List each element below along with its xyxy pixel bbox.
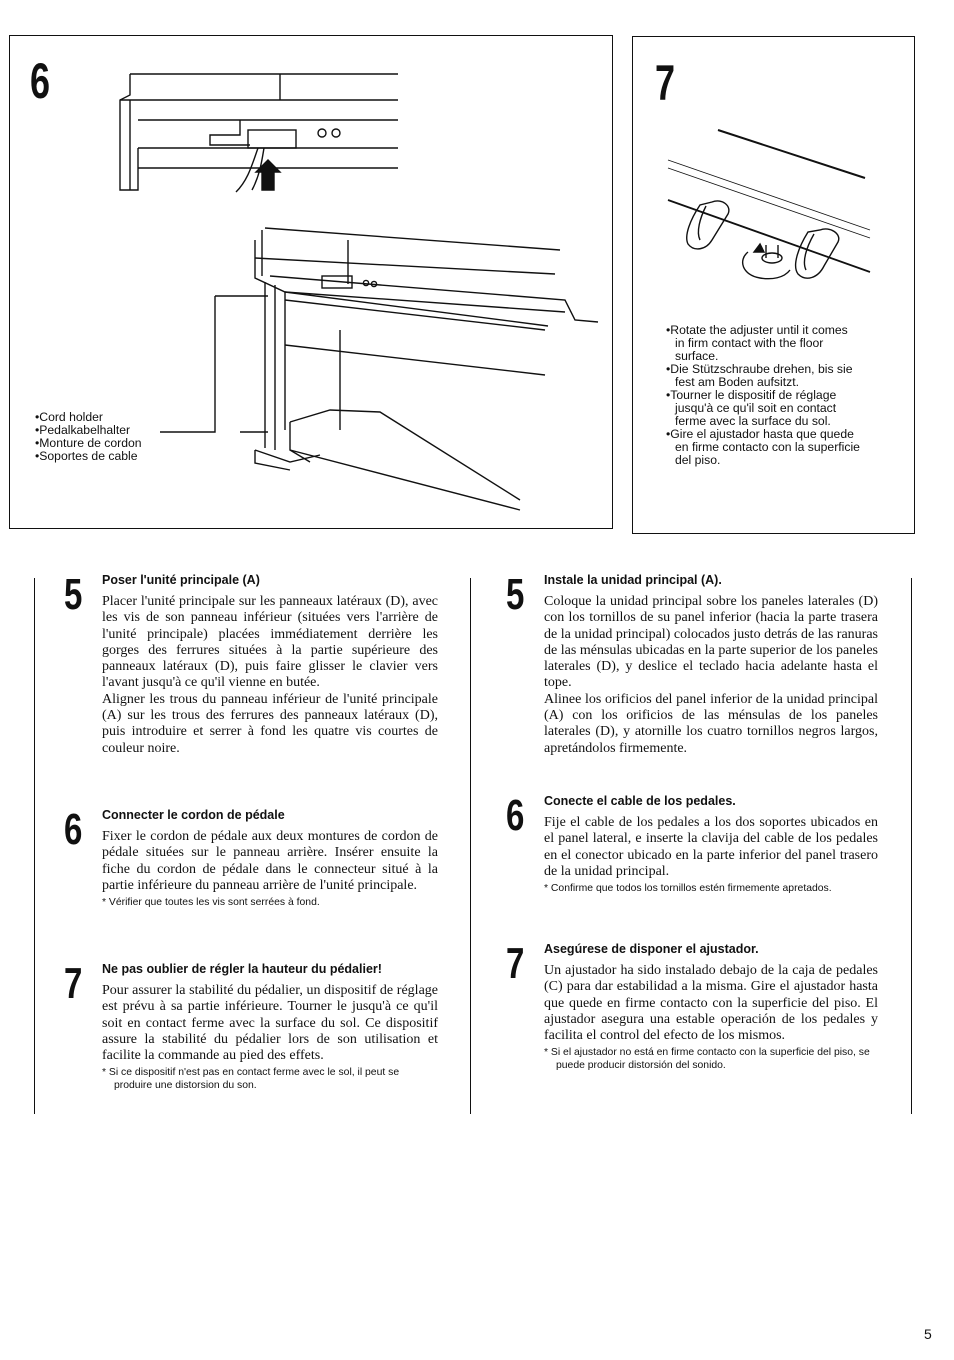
section-paragraph: Alinee los orificios del panel inferior de la unidad principal (A) con los orificios de las ménsulas de los paneles laterales (D), y atornille los cuatro tornillos negros largos, apretándolos firmemente. [544,691,878,756]
step-number: 5 [506,570,525,619]
caption-line: •Gire el ajustador hasta que quede [666,427,854,441]
caption-line: surface. [675,349,719,363]
column-rule-left [34,578,35,1114]
column-rule-middle [470,578,471,1114]
section-title: Ne pas oublier de régler la hauteur du pédalier! [102,962,382,976]
section-note: * Vérifier que toutes les vis sont serrées à fond. [102,897,320,909]
caption-line: •Monture de cordon [35,436,142,450]
section-paragraph: Un ajustador ha sido instalado debajo de la caja de pedales (C) para dar estabilidad a la misma. Gire el ajustador hasta que quede en firme contacto con la superficie del piso. El ajustador asegura una estable operación de los pedales y facilita el control del efecto de los mismos. [544,963,878,1044]
figure-7-number: 7 [655,55,676,111]
step-number: 7 [64,959,83,1008]
step-number: 6 [64,805,83,854]
caption-line: del piso. [675,453,721,467]
section-title: Connecter le cordon de pédale [102,808,285,822]
section-title: Asegúrese de disponer el ajustador. [544,942,759,956]
column-rule-right [911,578,912,1114]
page-number: 5 [924,1326,932,1342]
caption-line: in firm contact with the floor [675,336,824,350]
section-note: * Si el ajustador no está en firme contacto con la superficie del piso, se puede producir distorsión del sonido. [544,1047,870,1071]
section-paragraph: Coloque la unidad principal sobre los paneles laterales (D) con los tornillos de su panel inferior (hacia la parte trasera de la unidad principal) colocados justo detrás de las ranuras de las ménsulas ubicadas en la parte superior de los paneles laterales (D), y deslice el teclado hacia adelante hasta el tope. [544,594,878,691]
section-note: * Si ce dispositif n'est pas en contact ferme avec le sol, il peut se produire une distorsion du son. [102,1067,400,1091]
section-title: Instale la unidad principal (A). [544,573,722,587]
step-number: 7 [506,939,525,988]
caption-line: fest am Boden aufsitzt. [675,375,799,389]
caption-line: •Die Stützschraube drehen, bis sie [666,362,853,376]
step-number: 6 [506,791,525,840]
section-paragraph: Placer l'unité principale sur les panneaux latéraux (D), avec les vis de son panneau inférieur (situées vers l'arrière de l'unité principale) placées immédiatement derrière les gorges des ferrures situées à la partie supérieure des panneaux latéraux (D), puis faire glisser le clavier vers l'avant jusqu'à ce qu'il vienne en butée. [102,594,438,691]
caption-line: ferme avec la surface du sol. [675,414,831,428]
figure-6-number: 6 [30,53,51,109]
section-title: Conecte el cable de los pedales. [544,794,736,808]
section-paragraph: Fije el cable de los pedales a los dos soportes ubicados en el panel lateral, e inserte la clavija del cable de los pedales en el conector ubicado en la parte inferior del panel trasero de la unidad principal. [544,815,878,879]
caption-line: jusqu'à ce qu'il soit en contact [675,401,837,415]
section-note: * Confirme que todos los tornillos estén firmemente apretados. [544,883,832,895]
caption-line: •Rotate the adjuster until it comes [666,323,848,337]
caption-line: •Cord holder [35,410,103,424]
caption-line: en firme contacto con la superficie [675,440,860,454]
caption-line: •Tourner le dispositif de réglage [666,388,837,402]
caption-line: •Soportes de cable [35,449,138,463]
section-paragraph: Aligner les trous du panneau inférieur de l'unité principale (A) sur les trous des ferrures des panneaux latéraux (D), puis introduire et serrer à fond les quatre vis courtes de couleur noire. [102,691,438,756]
step-number: 5 [64,570,83,619]
section-paragraph: Pour assurer la stabilité du pédalier, un dispositif de réglage est prévu à sa partie inférieure. Tourner le jusqu'à ce qu'il soit en contact ferme avec la surface du sol. Ce dispositif assure la stabilité du pédalier lors de son utilisation et facilite la commande au pied des effets. [102,983,438,1064]
section-paragraph: Fixer le cordon de pédale aux deux montures de cordon de pédale situées sur le panneau arrière. Insérer ensuite la fiche du cordon de pédale dans le connecteur situé à la partie inférieure du panneau arrière de l'unité principale. [102,829,438,893]
caption-line: •Pedalkabelhalter [35,423,131,437]
figure-7-caption [666,324,860,467]
section-title: Poser l'unité principale (A) [102,573,260,587]
